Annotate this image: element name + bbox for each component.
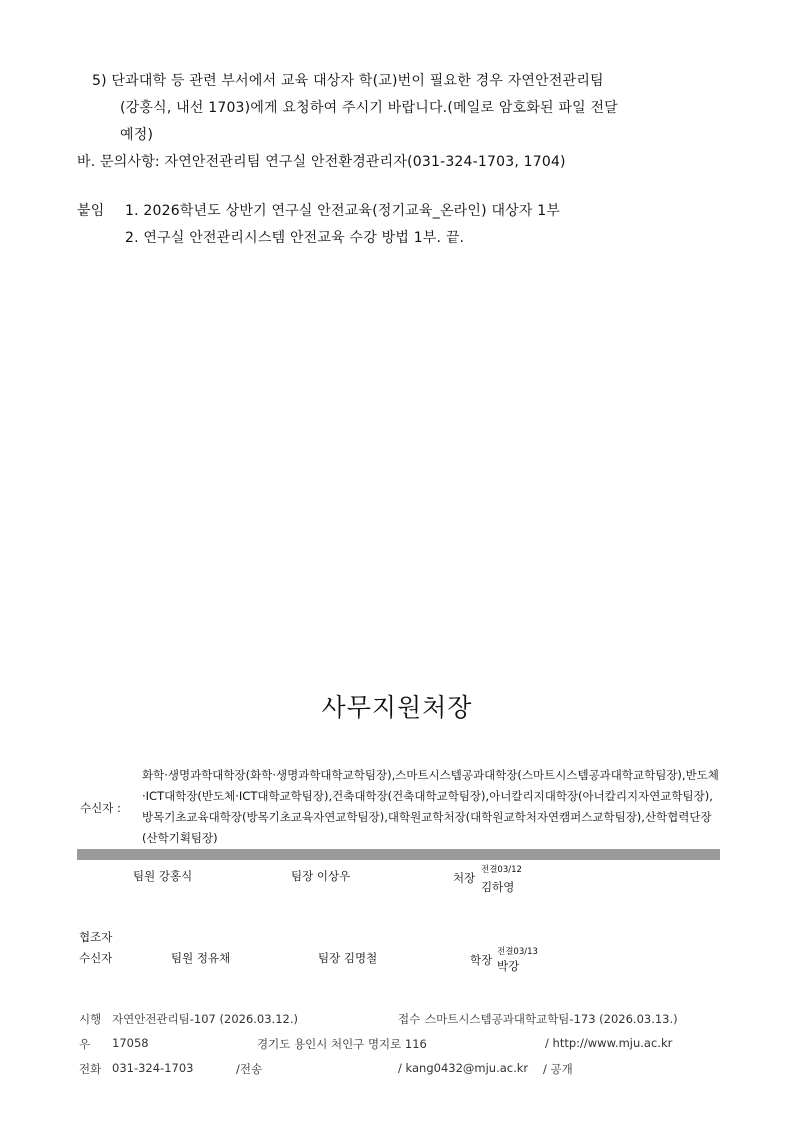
- receive-value: 스마트시스템공과대학교학팀-173 (2026.03.13.): [425, 1012, 678, 1026]
- zip-value: 17058: [112, 1036, 149, 1050]
- enforce-label: 시행: [79, 1012, 102, 1026]
- approver-title: 처장: [453, 871, 476, 885]
- fax: /전송: [236, 1062, 263, 1076]
- attachment-1: 1. 2026학년도 상반기 연구실 안전교육(정기교육_온라인) 대상자 1부: [125, 203, 561, 219]
- zip-label: 우: [79, 1037, 91, 1051]
- recipients-label: 수신자 :: [80, 801, 121, 815]
- approver-name: 김하영: [481, 880, 515, 894]
- cooperation-dean-title: 학장: [470, 953, 493, 967]
- recipients-list: 화학·생명과학대학장(화학·생명과학대학교학팀장),스마트시스템공과대학장(스마트시스템공과대학교학팀장),반도체·ICT대학장(반도체·ICT대학교학팀장),건축대학장(건축대학교학팀장),아너칼리지대학장(아너칼리지자연교학팀장),방목기초교육대학장(방목기초교육자연교학팀장),대학원교학처장(대학원교학처자연캠퍼스교학팀장),산학협력단장(산학기획팀장): [142, 768, 719, 845]
- approver-note: 전결03/12: [481, 865, 522, 875]
- item5-line3: 예정): [120, 127, 154, 143]
- attachment-2: 2. 연구실 안전관리시스템 안전교육 수강 방법 1부. 끝.: [125, 230, 465, 246]
- drafter: 팀원 강홍식: [133, 869, 193, 883]
- phone-value: 031-324-1703: [112, 1061, 194, 1075]
- phone-label: 전화: [79, 1062, 102, 1076]
- website-link[interactable]: / http://www.mju.ac.kr: [545, 1036, 673, 1050]
- item5-line1: 5) 단과대학 등 관련 부서에서 교육 대상자 학(교)번이 필요한 경우 자연안전관리팀: [92, 73, 604, 89]
- cooperation-label: 협조자: [79, 930, 113, 944]
- divider-bar: [77, 849, 720, 860]
- address: 경기도 용인시 처인구 명지로 116: [257, 1037, 427, 1051]
- receive-label: 접수: [398, 1012, 421, 1026]
- inquiry-line: 바. 문의사항: 자연안전관리팀 연구실 안전환경관리자(031-324-1703, 1704): [77, 154, 566, 170]
- attachment-label: 붙임: [77, 203, 105, 219]
- sender-title: 사무지원처장: [321, 693, 473, 722]
- cooperation-leader: 팀장 김명철: [318, 951, 378, 965]
- cooperation-member: 팀원 정유채: [171, 951, 231, 965]
- enforce-value: 자연안전관리팀-107 (2026.03.12.): [112, 1012, 298, 1026]
- cooperation-receiver-label: 수신자: [79, 951, 113, 965]
- disclosure: / 공개: [543, 1062, 573, 1076]
- item5-line2: (강홍식, 내선 1703)에게 요청하여 주시기 바랍니다.(메일로 암호화된 파일 전달: [120, 100, 618, 116]
- email-link[interactable]: / kang0432@mju.ac.kr: [398, 1061, 529, 1075]
- cooperation-dean-name: 박강: [497, 959, 520, 973]
- reviewer: 팀장 이상우: [291, 869, 351, 883]
- cooperation-dean-note: 전결03/13: [497, 947, 538, 957]
